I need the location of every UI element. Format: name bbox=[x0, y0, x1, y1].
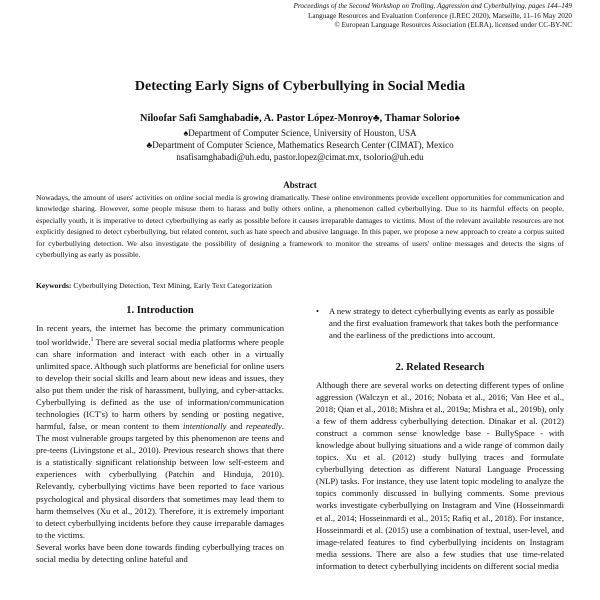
introduction-paragraph-1: In recent years, the internet has become the primary communication tool worldwide.$^1$ There are several social media platforms where people can share information and interact with each other in a virtually unlimited space. Although such platforms are beneficial for online users to develop their social skills and learn about new ideas and issues, they also put them under the risk of harassment, bullying, and cyber-attacks. Cyberbullying is defined as the use of information/communication technologies (ICT's) to harm others by sending or posting negative, harmful, false, or mean content to them intentionally and repeatedly. The most vulnerable groups targeted by this phenomenon are teens and pre-teens (Livingstone et al., 2010). Previous research shows that there is a statistically significant relationship between low self-esteem and experiences with cyberbullying (Patchin and Hinduja, 2010). Relevantly, cyberbullying victims have been reported to face various psychological and physical disorders that sometimes may lead them to harm themselves (Xu et al., 2012). Therefore, it is extremely important to detect cyberbullying incidents before they cause irreparable damages to the victims. bbox=[36, 323, 284, 540]
abstract-heading: Abstract bbox=[283, 180, 317, 190]
keywords-line bbox=[36, 281, 564, 290]
proceedings-header bbox=[212, 2, 572, 31]
paper-title: Detecting Early Signs of Cyberbullying in Social Media bbox=[134, 79, 466, 94]
introduction-heading: 1. Introduction bbox=[126, 305, 194, 316]
introduction-paragraph-2: Several works have been done towards finding cyberbullying traces on social media by detecting online hateful and bbox=[36, 541, 284, 564]
keywords-text: Cyberbullying Detection, Text Mining, Early Text Categorization bbox=[71, 281, 272, 290]
abstract-text: Nowadays, the amount of users' activities on online social media is growing dramatically. These online environments provide excellent opportunities for communication and knowledge sharing. However, some people misuse them to harass and bully others online, a phenomenon called cyberbullying. Due to its harmful effects on people, especially youth, it is imperative to detect cyberbullying as early as possible before it causes irreparable damages to victims. Most of the relevant available resources are not explicitly designed to detect cyberbullying, but related content, such as hate speech and abusive language. In this paper, we propose a new approach to create a corpus suited for cyberbullying detection. We also investigate the possibility of designing a framework to monitor the streams of users' online messages and detects the signs of cyberbullying as early as possible. bbox=[36, 193, 564, 260]
author-emails: nsafisamghabadi@uh.edu, pastor.lopez@cimat.mx, tsolorio@uh.edu bbox=[176, 152, 424, 162]
proceedings-line-1: Proceedings of the Second Workshop on Trolling, Aggression and Cyberbullying, pages 144–149 bbox=[293, 2, 572, 10]
contribution-bullet-text: A new strategy to detect cyberbullying events as early as possible and the first evaluation framework that takes both the performance and the earliness of the predictions into account. bbox=[329, 306, 559, 341]
related-research-body: Although there are several works on detecting different types of online aggression (Walczyn et al., 2016; Nobata et al., 2016; Van Hee et al., 2018; Qian et al., 2018; Mishra et al., 2019a; Mishra et al., 2019b), only a few of them address cyberbullying detection. Dinakar et al. (2012) construct a common sense knowledge base - BullySpace - with knowledge about bullying situations and a wide range of common daily topics. Xu et al. (2012) study bullying traces and formulate cyberbullying detection as different Natural Language Processing (NLP) tasks. For instance, they use latent topic modeling to analyze the topics commonly discussed in bullying comments. Some previous works investigate cyberbullying on Instagram and Vine (Hosseinmardi et al., 2014; Hosseinmardi et al., 2015; Rafiq et al., 2018). For instance, Hosseinmardi et al. (2015) use a combination of textual, user-level, and image-related features to find cyberbullying incidents on Instagram media sessions. There are also a few studies that use time-related information to detect cyberbullying incidents on different social media bbox=[316, 380, 564, 571]
introduction-body bbox=[36, 322, 284, 565]
proceedings-line-2: Language Resources and Evaluation Conference (LREC 2020), Marseille, 11–16 May 2020 bbox=[308, 11, 572, 20]
contribution-bullet bbox=[316, 305, 564, 341]
bullet-icon: • bbox=[316, 306, 320, 316]
footnote-marker: 1 bbox=[90, 337, 94, 344]
keywords-label: Keywords: bbox=[36, 281, 72, 290]
affiliation-cimat: ♣Department of Computer Science, Mathematics Research Center (CIMAT), Mexico bbox=[146, 140, 454, 150]
author-list: Niloofar Safi Samghabadi♠, A. Pastor López-Monroy♣, Thamar Solorio♠ bbox=[140, 113, 460, 124]
affiliation-houston: ♠Department of Computer Science, University of Houston, USA bbox=[183, 128, 417, 138]
license-line: © European Language Resources Association (ELRA), licensed under CC-BY-NC bbox=[334, 21, 572, 30]
related-research-heading: 2. Related Research bbox=[395, 362, 485, 373]
